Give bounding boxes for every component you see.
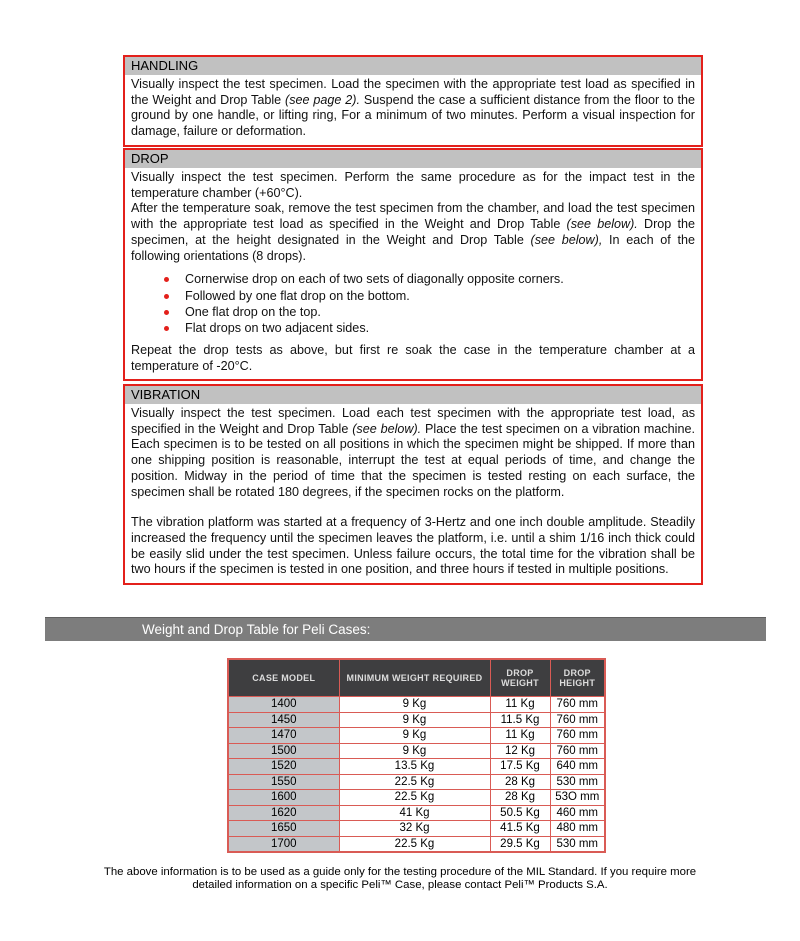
list-item-text: Cornerwise drop on each of two sets of diagonally opposite corners. [185, 272, 564, 287]
list-item [131, 271, 695, 287]
cell-drop-weight: 11.5 Kg [490, 712, 550, 728]
cell-minimum-weight: 22.5 Kg [339, 774, 490, 790]
section-drop-body [125, 168, 701, 379]
section-drop-title: DROP [125, 150, 701, 168]
vibration-paragraph-2: The vibration platform was started at a frequency of 3-Hertz and one inch double amplitude. Steadily increased the frequency until the specimen leaves the platform, i.e. until a shim 1/16 inch thick could be easily slid under the test specimen. Unless failure occurs, the total time for the vibration shall be two hours if the specimen is tested in one position, and three hours if tested in multiple positions. [131, 515, 695, 577]
list-item-text: Flat drops on two adjacent sides. [185, 321, 370, 336]
table-row [228, 697, 605, 713]
drop-paragraph-2: After the temperature soak, remove the test specimen from the chamber, and load the test specimen with the appropriate test load as specified in the Weight and Drop Table (see below). Drop the specimen, at the height designated in the Weight and Drop Table (see below), In each of the following orientations (8 drops). [131, 201, 695, 263]
table-row [228, 728, 605, 744]
section-handling-title: HANDLING [125, 57, 701, 75]
cell-minimum-weight: 9 Kg [339, 697, 490, 713]
bullet-icon [164, 277, 169, 282]
cell-case-model: 1500 [228, 743, 339, 759]
footer-line-1: The above information is to be used as a guide only for the testing procedure of the MIL Standard. If you require more [103, 866, 697, 878]
cell-drop-height: 640 mm [550, 759, 605, 775]
table-row [228, 836, 605, 852]
footer-note [0, 866, 800, 892]
cell-drop-height: 480 mm [550, 821, 605, 837]
cell-case-model: 1650 [228, 821, 339, 837]
cell-drop-weight: 12 Kg [490, 743, 550, 759]
bullet-icon [164, 310, 169, 315]
vibration-paragraph-1: Visually inspect the test specimen. Load each test specimen with the appropriate test load, as specified in the Weight and Drop Table (see below). Place the test specimen on a vibration machine. Each specimen is to be tested on all positions in which the specimen might be shipped. If more than one shipping position is reasonable, interrupt the test at equal periods of time, and change the position. Midway in the period of time that the specimen is tested resting on each surface, the specimen shall be rotated 180 degrees, if the specimen rocks on the platform. [131, 406, 695, 499]
column-header-minimum-weight: MINIMUM WEIGHT REQUIRED [339, 659, 490, 697]
cell-drop-height: 53O mm [550, 790, 605, 806]
list-item [131, 320, 695, 336]
cell-drop-weight: 28 Kg [490, 774, 550, 790]
cell-drop-height: 530 mm [550, 836, 605, 852]
cell-case-model: 1700 [228, 836, 339, 852]
cell-minimum-weight: 22.5 Kg [339, 836, 490, 852]
section-vibration-title: VIBRATION [125, 386, 701, 404]
section-handling [123, 55, 703, 147]
section-drop [123, 148, 703, 381]
cell-case-model: 1600 [228, 790, 339, 806]
table-row [228, 821, 605, 837]
cell-drop-weight: 50.5 Kg [490, 805, 550, 821]
cell-minimum-weight: 9 Kg [339, 743, 490, 759]
cell-drop-weight: 28 Kg [490, 790, 550, 806]
cell-case-model: 1620 [228, 805, 339, 821]
section-vibration [123, 384, 703, 585]
list-item [131, 288, 695, 304]
cell-minimum-weight: 41 Kg [339, 805, 490, 821]
column-header-drop-weight: DROP WEIGHT [490, 659, 550, 697]
footer-line-2: detailed information on a specific Peli™ Case, please contact Peli™ Products S.A. [192, 879, 608, 891]
cell-minimum-weight: 9 Kg [339, 728, 490, 744]
cell-drop-weight: 11 Kg [490, 697, 550, 713]
table-row [228, 790, 605, 806]
cell-minimum-weight: 32 Kg [339, 821, 490, 837]
table-header-row [228, 659, 605, 697]
section-handling-body [125, 75, 701, 145]
cell-drop-height: 760 mm [550, 697, 605, 713]
cell-drop-weight: 29.5 Kg [490, 836, 550, 852]
bullet-icon [164, 294, 169, 299]
cell-drop-height: 760 mm [550, 712, 605, 728]
banner-title: Weight and Drop Table for Peli Cases: [142, 622, 371, 637]
column-header-case-model: CASE MODEL [228, 659, 339, 697]
cell-minimum-weight: 22.5 Kg [339, 790, 490, 806]
column-header-drop-height: DROP HEIGHT [550, 659, 605, 697]
table-row [228, 743, 605, 759]
cell-case-model: 1400 [228, 697, 339, 713]
table-row [228, 712, 605, 728]
cell-case-model: 1470 [228, 728, 339, 744]
cell-drop-height: 530 mm [550, 774, 605, 790]
table-row [228, 774, 605, 790]
cell-drop-height: 760 mm [550, 743, 605, 759]
cell-case-model: 1520 [228, 759, 339, 775]
drop-paragraph-1: Visually inspect the test specimen. Perform the same procedure as for the impact test in the temperature chamber (+60°C). [131, 170, 695, 200]
list-item-text: Followed by one flat drop on the bottom. [185, 288, 410, 303]
drop-paragraph-3: Repeat the drop tests as above, but first re soak the case in the temperature chamber at a temperature of -20°C. [131, 342, 695, 373]
cell-case-model: 1450 [228, 712, 339, 728]
drop-orientations-list [131, 271, 695, 337]
cell-minimum-weight: 9 Kg [339, 712, 490, 728]
cell-case-model: 1550 [228, 774, 339, 790]
handling-paragraph: Visually inspect the test specimen. Load the specimen with the appropriate test load as specified in the Weight and Drop Table (see page 2). Suspend the case a sufficient distance from the floor to the ground by one handle, or lifting ring, For a minimum of two minutes. Perform a visual inspection for damage, failure or deformation. [131, 77, 695, 139]
cell-minimum-weight: 13.5 Kg [339, 759, 490, 775]
cell-drop-height: 460 mm [550, 805, 605, 821]
cell-drop-weight: 41.5 Kg [490, 821, 550, 837]
weight-drop-table [227, 658, 606, 853]
list-item-text: One flat drop on the top. [185, 305, 321, 320]
cell-drop-weight: 11 Kg [490, 728, 550, 744]
cell-drop-weight: 17.5 Kg [490, 759, 550, 775]
table-row [228, 805, 605, 821]
bullet-icon [164, 326, 169, 331]
weight-drop-table-banner [45, 617, 766, 641]
section-vibration-body [125, 404, 701, 583]
table-row [228, 759, 605, 775]
list-item [131, 304, 695, 320]
cell-drop-height: 760 mm [550, 728, 605, 744]
